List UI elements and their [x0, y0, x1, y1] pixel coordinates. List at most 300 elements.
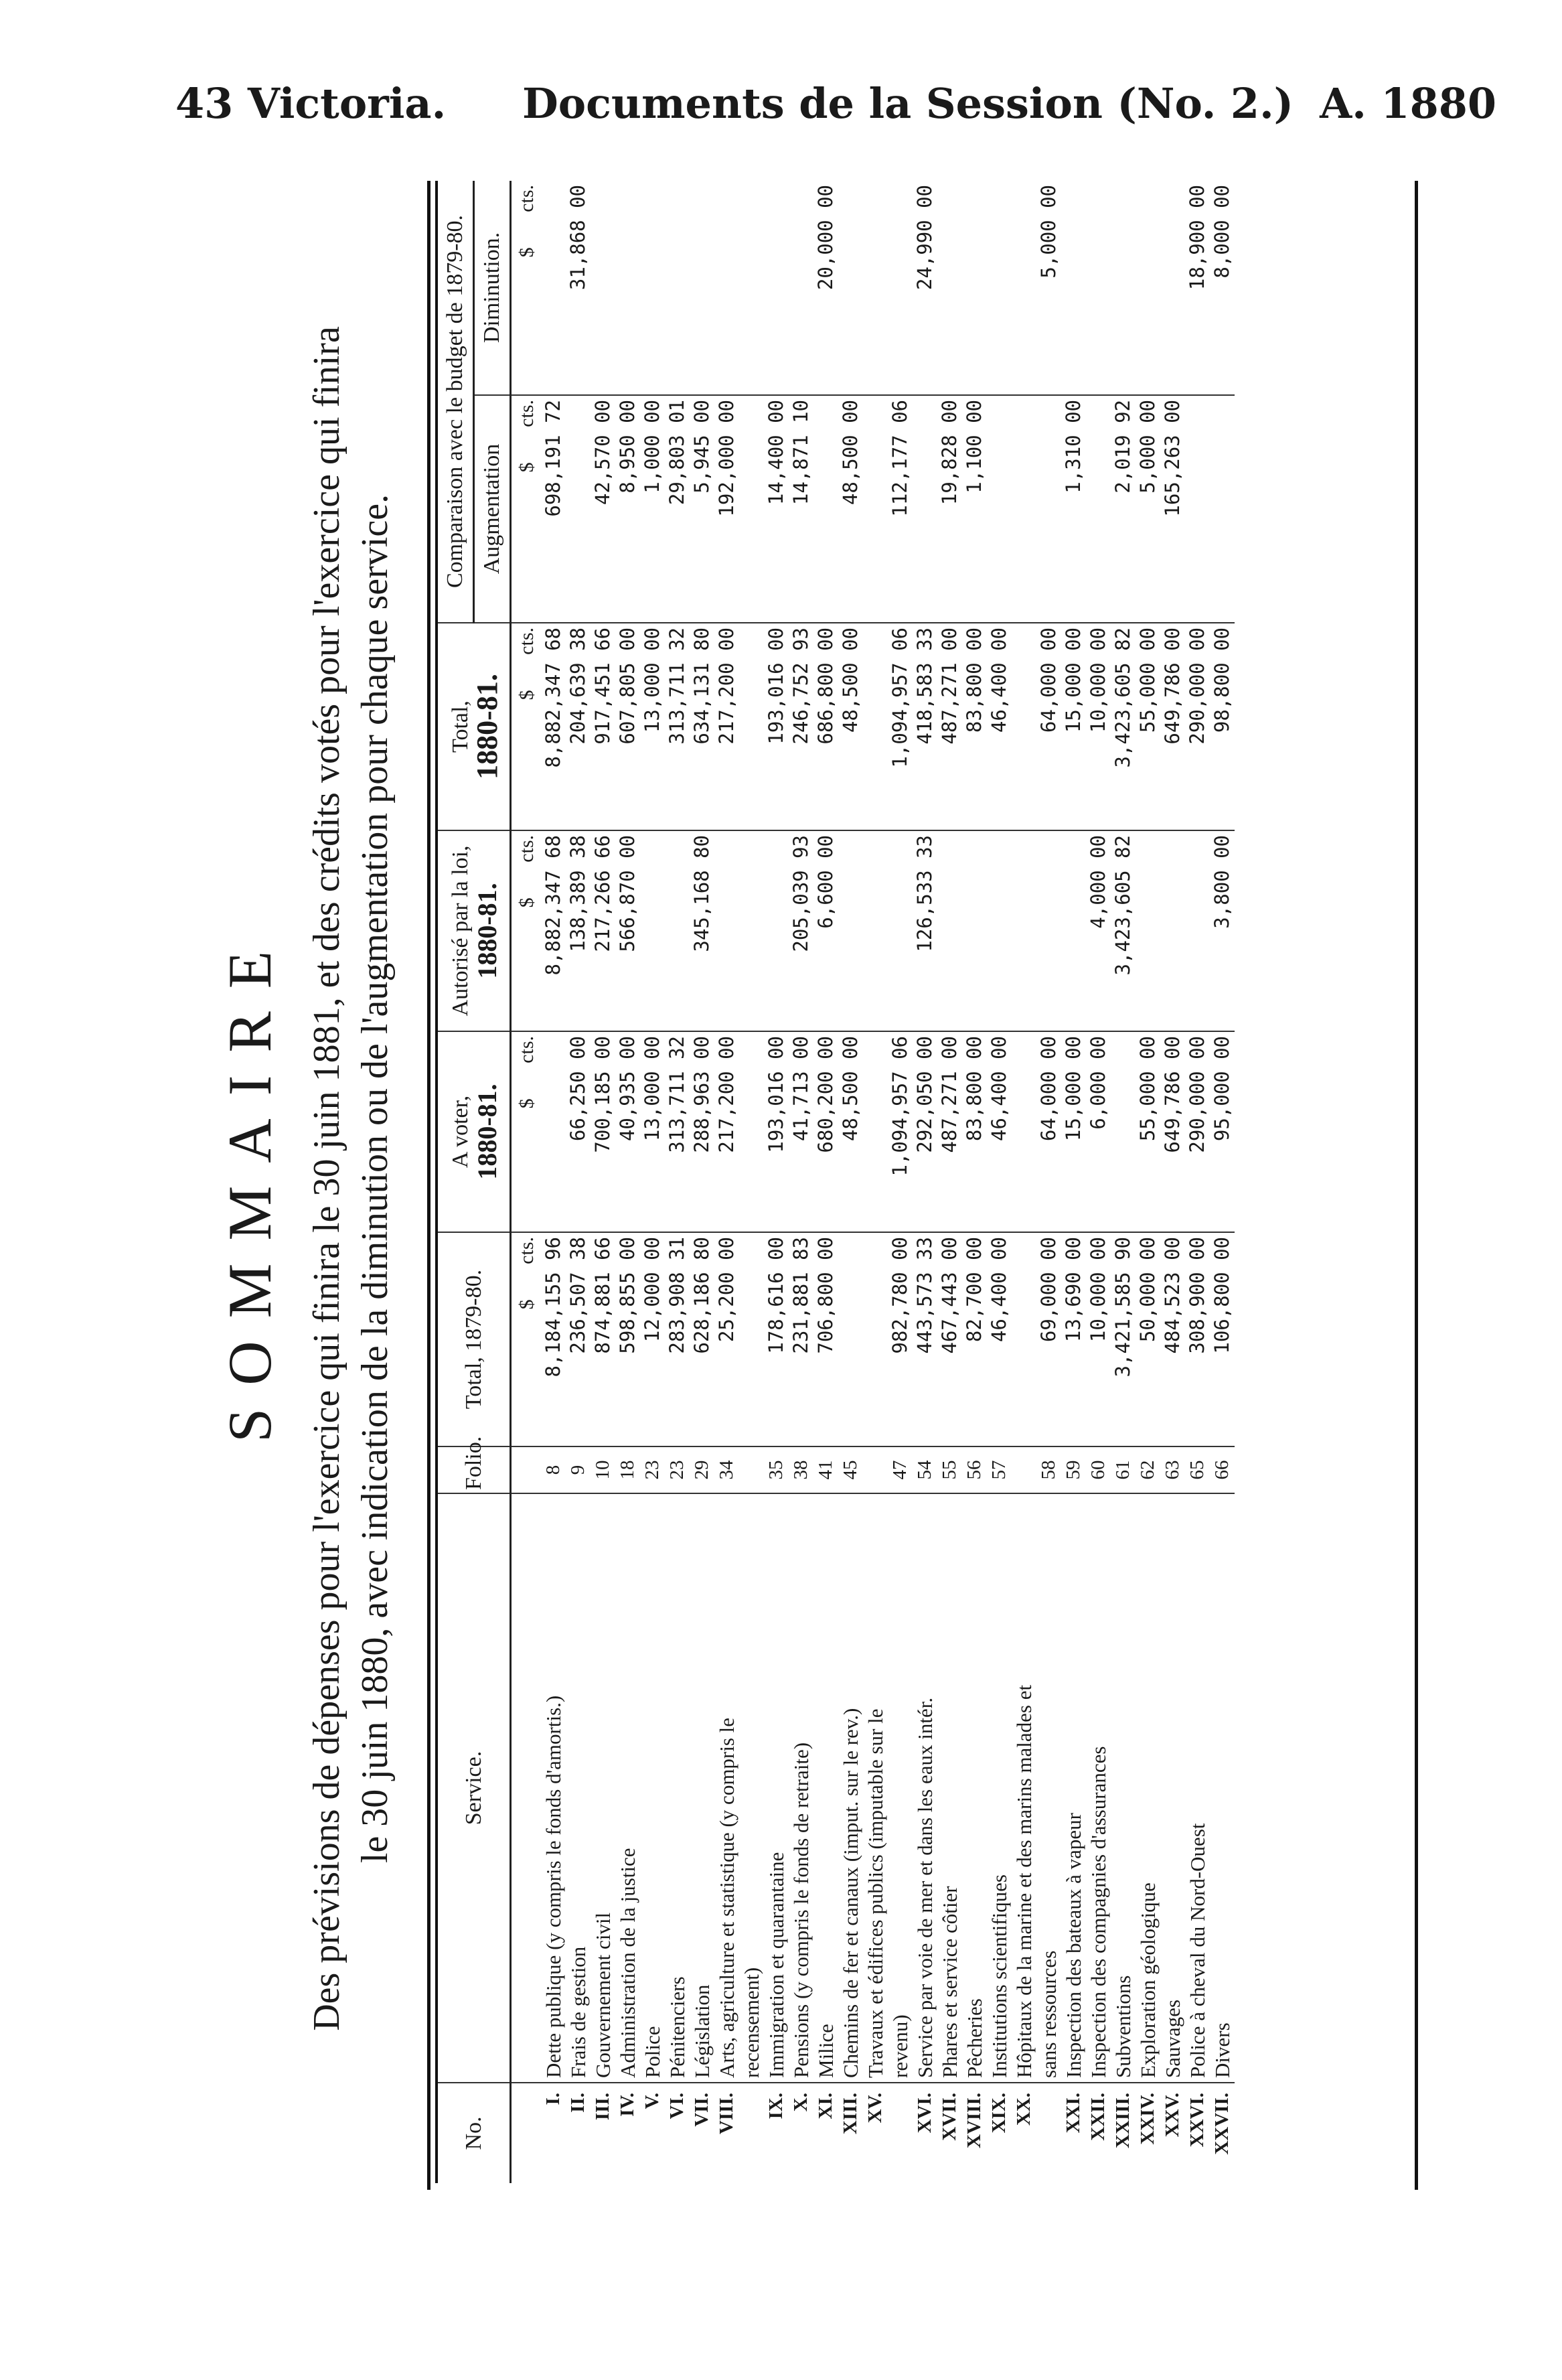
- row-diminution: [1160, 181, 1185, 395]
- units-total-7980: [511, 1232, 542, 1446]
- row-augmentation: 112,177 06: [888, 395, 913, 623]
- row-total-8081: 1,094,957 06: [888, 623, 913, 830]
- row-augmentation: [566, 395, 591, 623]
- row-autorise: [1136, 830, 1160, 1031]
- autorise-year: 1880-81.: [471, 883, 502, 979]
- table-row: [888, 181, 913, 2183]
- row-total-8081: 98,800 00: [1210, 623, 1235, 830]
- row-total-7980: 69,000 00: [1036, 1232, 1061, 1446]
- row-augmentation: 19,828 00: [937, 395, 962, 623]
- row-diminution: [962, 181, 987, 395]
- row-total-7980: 3,421,585 90: [1111, 1232, 1136, 1446]
- row-total-7980: 484,523 00: [1160, 1232, 1185, 1446]
- row-total-7980: 283,908 31: [665, 1232, 690, 1446]
- row-number: XXII.: [1086, 2083, 1111, 2183]
- row-autorise: 345,168 80: [690, 830, 714, 1031]
- row-folio: 62: [1136, 1446, 1160, 1493]
- row-augmentation: 42,570 00: [591, 395, 615, 623]
- units-row: [511, 181, 542, 2183]
- row-total-8081: 487,271 00: [937, 623, 962, 830]
- row-diminution: 20,000 00: [814, 184, 837, 291]
- row-service: recensement): [739, 1493, 764, 2083]
- row-diminution: [665, 181, 690, 395]
- row-folio: 23: [640, 1446, 665, 1493]
- row-diminution: [739, 181, 764, 395]
- row-service: Pénitenciers: [665, 1493, 690, 2083]
- row-service: Immigration et quarantaine: [764, 1493, 789, 2083]
- row-autorise: [838, 830, 863, 1031]
- row-folio: 41: [813, 1446, 838, 1493]
- units-a-voter: [511, 1031, 542, 1232]
- row-service: Phares et service côtier: [937, 1493, 962, 2083]
- row-number: [739, 2083, 764, 2183]
- row-diminution: [1111, 181, 1136, 395]
- subtitle-line-2: le 30 juin 1880, avec indication de la diminution ou de l'augmentation pour chaque service.: [354, 494, 396, 1864]
- row-total-7980: 50,000 00: [1136, 1232, 1160, 1446]
- table-row: [541, 181, 566, 2183]
- cts-label: cts.: [515, 1237, 538, 1264]
- row-total-7980: [739, 1232, 764, 1446]
- row-augmentation: 1,100 00: [962, 395, 987, 623]
- row-augmentation: 14,871 10: [789, 395, 813, 623]
- row-autorise: 3,423,605 82: [1111, 830, 1136, 1031]
- row-diminution: 24,990 00: [913, 184, 936, 291]
- units-autorise: [511, 830, 542, 1031]
- row-service: Milice: [813, 1493, 838, 2083]
- row-diminution: 31,868 00: [566, 184, 589, 291]
- row-autorise: [888, 830, 913, 1031]
- row-autorise: 217,266 66: [591, 830, 615, 1031]
- header-row-1: [437, 181, 474, 2183]
- table-row: [1012, 181, 1036, 2183]
- row-total-7980: 874,881 66: [591, 1232, 615, 1446]
- row-total-8081: 217,200 00: [714, 623, 739, 830]
- row-service: Inspection des compagnies d'assurances: [1086, 1493, 1111, 2083]
- row-total-7980: 10,000 00: [1086, 1232, 1111, 1446]
- row-service: Institutions scientifiques: [987, 1493, 1012, 2083]
- row-service: Législation: [690, 1493, 714, 2083]
- row-diminution: [640, 181, 665, 395]
- row-augmentation: [913, 395, 937, 623]
- col-header-total-8081: [437, 623, 511, 830]
- page-title: SOMMAIRE: [216, 928, 284, 1442]
- row-service: Pêcheries: [962, 1493, 987, 2083]
- row-autorise: [1185, 830, 1210, 1031]
- dollar-sign: $: [515, 897, 538, 908]
- row-diminution: [690, 181, 714, 395]
- row-total-8081: 8,882,347 68: [541, 623, 566, 830]
- row-number: XVI.: [913, 2083, 937, 2183]
- row-a-voter: 41,713 00: [789, 1031, 813, 1232]
- row-total-8081: 10,000 00: [1086, 623, 1111, 830]
- row-number: II.: [566, 2083, 591, 2183]
- row-a-voter: 292,050 00: [913, 1031, 937, 1232]
- row-service: Arts, agriculture et statistique (y compris le: [714, 1493, 739, 2083]
- row-autorise: 566,870 00: [615, 830, 640, 1031]
- col-header-folio: Folio.: [437, 1446, 511, 1493]
- table-row: [1086, 181, 1111, 2183]
- row-total-7980: 598,855 00: [615, 1232, 640, 1446]
- table-row: [1036, 181, 1061, 2183]
- row-total-7980: 308,900 00: [1185, 1232, 1210, 1446]
- table-row: [1061, 181, 1086, 2183]
- row-service: Chemins de fer et canaux (imput. sur le rev.): [838, 1493, 863, 2083]
- row-total-8081: 204,639 38: [566, 623, 591, 830]
- row-autorise: [764, 830, 789, 1031]
- cts-label: cts.: [515, 627, 538, 655]
- row-augmentation: 1,310 00: [1061, 395, 1086, 623]
- row-a-voter: 66,250 00: [566, 1031, 591, 1232]
- row-service: Gouvernement civil: [591, 1493, 615, 2083]
- row-a-voter: 95,000 00: [1210, 1031, 1235, 1232]
- row-folio: [739, 1446, 764, 1493]
- row-total-7980: 982,780 00: [888, 1232, 913, 1446]
- row-service: Travaux et édifices publics (imputable sur le: [863, 1493, 888, 2083]
- row-service: Dette publique (y compris le fonds d'amortis.): [541, 1493, 566, 2083]
- row-diminution: [615, 181, 640, 395]
- row-diminution: [764, 181, 789, 395]
- row-folio: 65: [1185, 1446, 1210, 1493]
- row-number: XXIV.: [1136, 2083, 1160, 2183]
- row-folio: 61: [1111, 1446, 1136, 1493]
- table-row: [937, 181, 962, 2183]
- running-head-left: 43 Victoria.: [175, 79, 447, 128]
- row-autorise: [863, 830, 888, 1031]
- summary-table: [435, 181, 1235, 2183]
- row-augmentation: 29,803 01: [665, 395, 690, 623]
- summary-table-body: [511, 181, 1235, 2183]
- row-total-8081: [739, 623, 764, 830]
- cts-label: cts.: [515, 1036, 538, 1063]
- units-total-8081: [511, 623, 542, 830]
- row-folio: 56: [962, 1446, 987, 1493]
- row-autorise: 205,039 93: [789, 830, 813, 1031]
- row-autorise: [987, 830, 1012, 1031]
- row-augmentation: 1,000 00: [640, 395, 665, 623]
- table-row: [1111, 181, 1136, 2183]
- row-number: IV.: [615, 2083, 640, 2183]
- row-a-voter: 6,000 00: [1086, 1031, 1111, 1232]
- col-header-augmentation: Augmentation: [474, 395, 511, 623]
- row-augmentation: 14,400 00: [764, 395, 789, 623]
- row-total-8081: 64,000 00: [1036, 623, 1061, 830]
- row-service: Frais de gestion: [566, 1493, 591, 2083]
- row-number: XIII.: [838, 2083, 863, 2183]
- row-folio: 8: [541, 1446, 566, 1493]
- row-folio: 57: [987, 1446, 1012, 1493]
- row-number: [888, 2083, 913, 2183]
- row-total-8081: 46,400 00: [987, 623, 1012, 830]
- row-augmentation: 5,945 00: [690, 395, 714, 623]
- row-a-voter: 680,200 00: [813, 1031, 838, 1232]
- row-folio: 38: [789, 1446, 813, 1493]
- row-number: [1036, 2083, 1061, 2183]
- row-folio: 63: [1160, 1446, 1185, 1493]
- row-augmentation: [1210, 395, 1235, 623]
- row-number: XXV.: [1160, 2083, 1185, 2183]
- row-autorise: [1012, 830, 1036, 1031]
- table-row: [1210, 181, 1235, 2183]
- row-augmentation: 165,263 00: [1160, 395, 1185, 623]
- row-diminution: [714, 181, 739, 395]
- row-service: sans ressources: [1036, 1493, 1061, 2083]
- row-augmentation: 192,000 00: [714, 395, 739, 623]
- table-row: [665, 181, 690, 2183]
- row-service: Police: [640, 1493, 665, 2083]
- row-autorise: 6,600 00: [813, 830, 838, 1031]
- row-number: I.: [541, 2083, 566, 2183]
- row-total-8081: 83,800 00: [962, 623, 987, 830]
- table-row: [1185, 181, 1210, 2183]
- row-total-8081: 193,016 00: [764, 623, 789, 830]
- row-number: IX.: [764, 2083, 789, 2183]
- total-8081-year: 1880-81.: [470, 674, 503, 779]
- units-augmentation: [511, 395, 542, 623]
- row-folio: 34: [714, 1446, 739, 1493]
- row-a-voter: [863, 1031, 888, 1232]
- running-head: [0, 79, 1562, 139]
- row-service: revenu): [888, 1493, 913, 2083]
- row-service: Exploration géologique: [1136, 1493, 1160, 2083]
- row-augmentation: [1036, 395, 1061, 623]
- row-total-7980: 8,184,155 96: [541, 1232, 566, 1446]
- row-augmentation: 698,191 72: [541, 395, 566, 623]
- running-head-right: A. 1880: [1320, 79, 1496, 128]
- cts-label: cts.: [515, 400, 538, 427]
- row-a-voter: 487,271 00: [937, 1031, 962, 1232]
- row-diminution: [937, 181, 962, 395]
- row-augmentation: [739, 395, 764, 623]
- row-autorise: [640, 830, 665, 1031]
- autorise-label: Autorisé par la loi,: [447, 845, 473, 1017]
- row-a-voter: 46,400 00: [987, 1031, 1012, 1232]
- row-total-7980: 46,400 00: [987, 1232, 1012, 1446]
- row-folio: 47: [888, 1446, 913, 1493]
- table-row: [566, 181, 591, 2183]
- row-a-voter: 13,000 00: [640, 1031, 665, 1232]
- table-row: [1160, 181, 1185, 2183]
- dollar-sign: $: [515, 247, 538, 258]
- dollar-sign: $: [515, 1299, 538, 1310]
- dollar-sign: $: [515, 1098, 538, 1109]
- row-autorise: [1160, 830, 1185, 1031]
- row-number: XXVII.: [1210, 2083, 1235, 2183]
- row-total-8081: [1012, 623, 1036, 830]
- row-total-7980: 178,616 00: [764, 1232, 789, 1446]
- row-service: Divers: [1210, 1493, 1235, 2083]
- row-total-7980: 82,700 00: [962, 1232, 987, 1446]
- row-total-8081: 686,800 00: [813, 623, 838, 830]
- row-number: VI.: [665, 2083, 690, 2183]
- row-service: Pensions (y compris le fonds de retraite): [789, 1493, 813, 2083]
- row-autorise: 138,389 38: [566, 830, 591, 1031]
- row-total-7980: 236,507 38: [566, 1232, 591, 1446]
- row-total-7980: 706,800 00: [813, 1232, 838, 1446]
- row-diminution: [1086, 181, 1111, 395]
- row-folio: 59: [1061, 1446, 1086, 1493]
- cts-label: cts.: [515, 835, 538, 863]
- row-a-voter: 290,000 00: [1185, 1031, 1210, 1232]
- row-number: X.: [789, 2083, 813, 2183]
- table-row: [913, 181, 937, 2183]
- row-number: XXVI.: [1185, 2083, 1210, 2183]
- table-row: [615, 181, 640, 2183]
- table-row: [962, 181, 987, 2183]
- table-row: [813, 181, 838, 2183]
- row-folio: 23: [665, 1446, 690, 1493]
- row-autorise: 8,882,347 68: [541, 830, 566, 1031]
- table-row: [591, 181, 615, 2183]
- subtitle-line-1: Des prévisions de dépenses pour l'exercice qui finira le 30 juin 1881, et des crédits votés pour l'exercice qui finira: [306, 326, 347, 2031]
- row-a-voter: [1012, 1031, 1036, 1232]
- row-number: VIII.: [714, 2083, 739, 2183]
- col-header-no: No.: [437, 2083, 511, 2183]
- row-augmentation: [987, 395, 1012, 623]
- row-a-voter: 649,786 00: [1160, 1031, 1185, 1232]
- row-total-8081: 418,583 33: [913, 623, 937, 830]
- table-row: [739, 181, 764, 2183]
- row-total-8081: 649,786 00: [1160, 623, 1185, 830]
- row-augmentation: 5,000 00: [1136, 395, 1160, 623]
- table-row: [789, 181, 813, 2183]
- row-total-7980: 628,186 80: [690, 1232, 714, 1446]
- row-autorise: [739, 830, 764, 1031]
- row-a-voter: 700,185 00: [591, 1031, 615, 1232]
- row-total-7980: [863, 1232, 888, 1446]
- row-total-7980: 25,200 00: [714, 1232, 739, 1446]
- row-augmentation: 2,019 92: [1111, 395, 1136, 623]
- row-total-7980: 443,573 33: [913, 1232, 937, 1446]
- row-diminution: 8,000 00: [1210, 184, 1233, 279]
- col-header-a-voter: [437, 1031, 511, 1232]
- row-folio: 9: [566, 1446, 591, 1493]
- row-folio: [863, 1446, 888, 1493]
- row-diminution: [888, 181, 913, 395]
- a-voter-year: 1880-81.: [471, 1084, 502, 1180]
- row-total-8081: 3,423,605 82: [1111, 623, 1136, 830]
- row-autorise: [1061, 830, 1086, 1031]
- col-header-service: Service.: [437, 1493, 511, 2083]
- row-diminution: 18,900 00: [1186, 184, 1208, 291]
- row-total-8081: 607,805 00: [615, 623, 640, 830]
- row-diminution: [1136, 181, 1160, 395]
- row-service: Inspection des bateaux à vapeur: [1061, 1493, 1086, 2083]
- row-folio: 35: [764, 1446, 789, 1493]
- col-header-autorise: [437, 830, 511, 1031]
- row-service: Subventions: [1111, 1493, 1136, 2083]
- cts-label: cts.: [515, 184, 538, 212]
- total-8081-label: Total,: [447, 700, 473, 753]
- row-folio: 66: [1210, 1446, 1235, 1493]
- row-diminution: [863, 181, 888, 395]
- row-number: XV.: [863, 2083, 888, 2183]
- row-number: XI.: [813, 2083, 838, 2183]
- row-service: Sauvages: [1160, 1493, 1185, 2083]
- row-autorise: [1036, 830, 1061, 1031]
- row-total-8081: 917,451 66: [591, 623, 615, 830]
- row-folio: 18: [615, 1446, 640, 1493]
- row-diminution: [591, 181, 615, 395]
- row-total-7980: 13,690 00: [1061, 1232, 1086, 1446]
- row-a-voter: 64,000 00: [1036, 1031, 1061, 1232]
- row-a-voter: 1,094,957 06: [888, 1031, 913, 1232]
- table-row: [714, 181, 739, 2183]
- row-diminution: [1061, 181, 1086, 395]
- col-header-comparaison: Comparaison avec le budget de 1879-80.: [437, 181, 474, 623]
- dollar-sign: $: [515, 462, 538, 473]
- row-total-8081: 246,752 93: [789, 623, 813, 830]
- table-row: [863, 181, 888, 2183]
- row-folio: 60: [1086, 1446, 1111, 1493]
- row-augmentation: [863, 395, 888, 623]
- row-diminution: 5,000 00: [1037, 184, 1060, 279]
- row-augmentation: 8,950 00: [615, 395, 640, 623]
- rotated-summary-block: [214, 181, 1433, 2190]
- row-a-voter: 313,711 32: [665, 1031, 690, 1232]
- row-number: III.: [591, 2083, 615, 2183]
- row-total-7980: 106,800 00: [1210, 1232, 1235, 1446]
- row-a-voter: [541, 1031, 566, 1232]
- running-head-center: Documents de la Session (No. 2.): [522, 79, 1294, 128]
- row-a-voter: 217,200 00: [714, 1031, 739, 1232]
- row-total-7980: 231,881 83: [789, 1232, 813, 1446]
- row-total-8081: 634,131 80: [690, 623, 714, 830]
- row-folio: [1012, 1446, 1036, 1493]
- row-autorise: [962, 830, 987, 1031]
- row-total-8081: [863, 623, 888, 830]
- row-folio: 10: [591, 1446, 615, 1493]
- units-diminution: [511, 181, 542, 395]
- row-total-8081: 55,000 00: [1136, 623, 1160, 830]
- row-a-voter: 83,800 00: [962, 1031, 987, 1232]
- row-total-7980: [838, 1232, 863, 1446]
- row-autorise: 4,000 00: [1086, 830, 1111, 1031]
- row-number: XVII.: [937, 2083, 962, 2183]
- row-augmentation: 48,500 00: [838, 395, 863, 623]
- row-diminution: [789, 181, 813, 395]
- row-total-8081: 290,000 00: [1185, 623, 1210, 830]
- row-number: VII.: [690, 2083, 714, 2183]
- row-a-voter: 288,963 00: [690, 1031, 714, 1232]
- row-service: Service par voie de mer et dans les eaux intér.: [913, 1493, 937, 2083]
- row-a-voter: 15,000 00: [1061, 1031, 1086, 1232]
- row-total-8081: 48,500 00: [838, 623, 863, 830]
- row-number: XVIII.: [962, 2083, 987, 2183]
- row-a-voter: 40,935 00: [615, 1031, 640, 1232]
- row-folio: 58: [1036, 1446, 1061, 1493]
- row-number: XXI.: [1061, 2083, 1086, 2183]
- row-total-7980: 467,443 00: [937, 1232, 962, 1446]
- row-service: Hôpitaux de la marine et des marins malades et: [1012, 1493, 1036, 2083]
- table-row: [764, 181, 789, 2183]
- row-autorise: [665, 830, 690, 1031]
- table-row: [640, 181, 665, 2183]
- row-folio: 29: [690, 1446, 714, 1493]
- row-number: XIX.: [987, 2083, 1012, 2183]
- row-augmentation: [813, 395, 838, 623]
- page-subtitle: [303, 208, 399, 2150]
- row-autorise: [714, 830, 739, 1031]
- row-total-8081: 13,000 00: [640, 623, 665, 830]
- row-a-voter: [1111, 1031, 1136, 1232]
- row-a-voter: 55,000 00: [1136, 1031, 1160, 1232]
- table-row: [1136, 181, 1160, 2183]
- row-service: Administration de la justice: [615, 1493, 640, 2083]
- row-autorise: 126,533 33: [913, 830, 937, 1031]
- row-folio: 55: [937, 1446, 962, 1493]
- row-augmentation: [1012, 395, 1036, 623]
- row-folio: 45: [838, 1446, 863, 1493]
